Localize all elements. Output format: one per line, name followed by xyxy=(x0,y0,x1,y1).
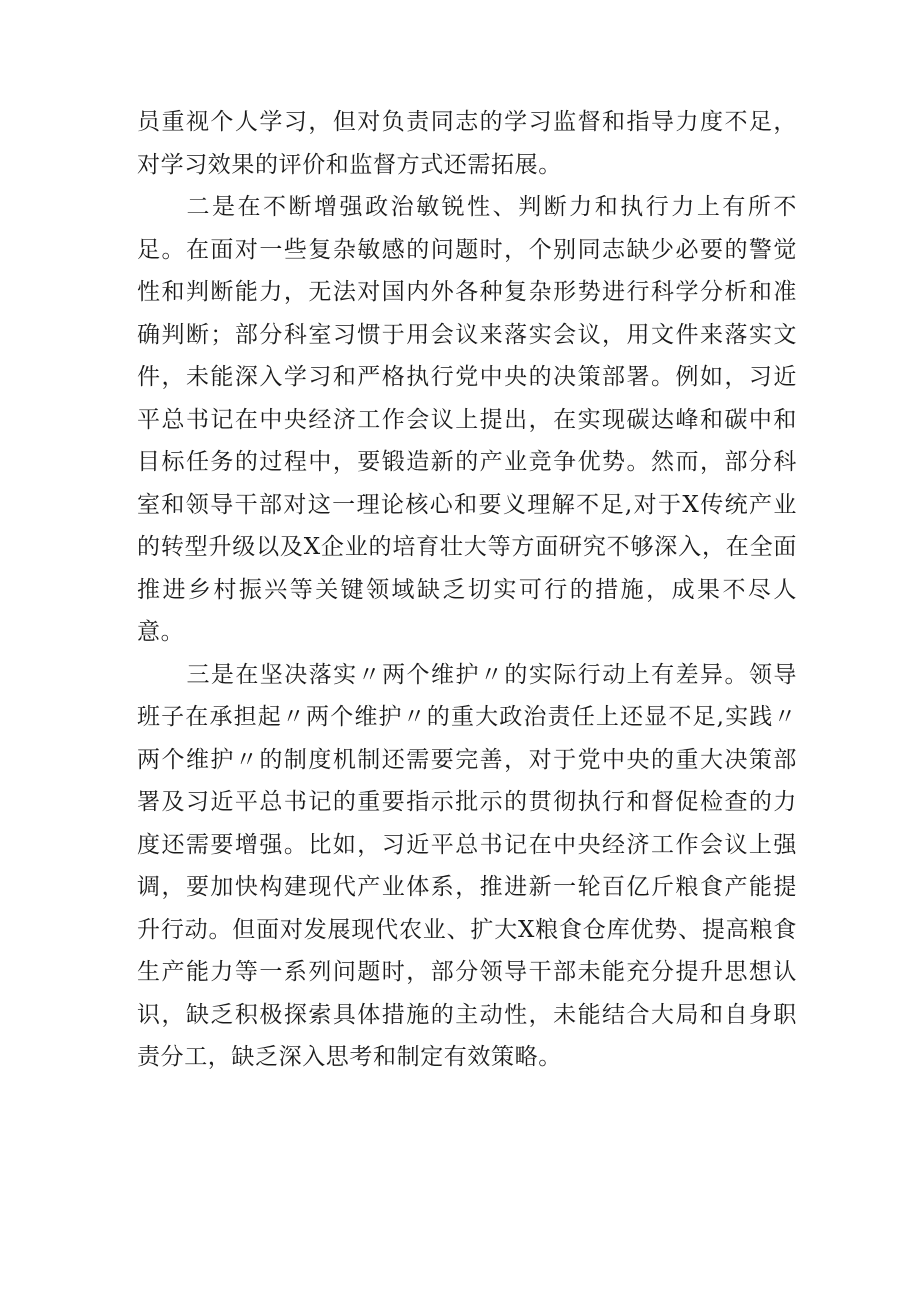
paragraph-point-two: 二是在不断增强政治敏锐性、判断力和执行力上有所不足。在面对一些复杂敏感的问题时，个别同志缺少必要的警觉性和判断能力，无法对国内外各种复杂形势进行科学分析和准确判断；部分科室习惯于用会议来落实会议，用文件来落实文件，未能深入学习和严格执行党中央的决策部署。例如，习近平总书记在中央经济工作会议上提出，在实现碳达峰和碳中和目标任务的过程中，要锻造新的产业竞争优势。然而，部分科室和领导干部对这一理论核心和要义理解不足,对于X传统产业的转型升级以及X企业的培育壮大等方面研究不够深入，在全面推进乡村振兴等关键领域缺乏切实可行的措施，成果不尽人意。 xyxy=(137,194,797,645)
paragraph-continued: 员重视个人学习，但对负责同志的学习监督和指导力度不足，对学习效果的评价和监督方式还需拓展。 xyxy=(137,109,797,178)
document-page xyxy=(137,101,797,1079)
paragraph-point-three: 三是在坚决落实〃两个维护〃的实际行动上有差异。领导班子在承担起〃两个维护〃的重大政治责任上还显不足,实践〃两个维护〃的制度机制还需要完善，对于党中央的重大决策部署及习近平总书记的重要指示批示的贯彻执行和督促检查的力度还需要增强。比如，习近平总书记在中央经济工作会议上强调，要加快构建现代产业体系，推进新一轮百亿斤粮食产能提升行动。但面对发展现代农业、扩大X粮食仓库优势、提高粮食生产能力等一系列问题时，部分领导干部未能充分提升思想认识，缺乏积极探索具体措施的主动性，未能结合大局和自身职责分工，缺乏深入思考和制定有效策略。 xyxy=(137,661,797,1070)
